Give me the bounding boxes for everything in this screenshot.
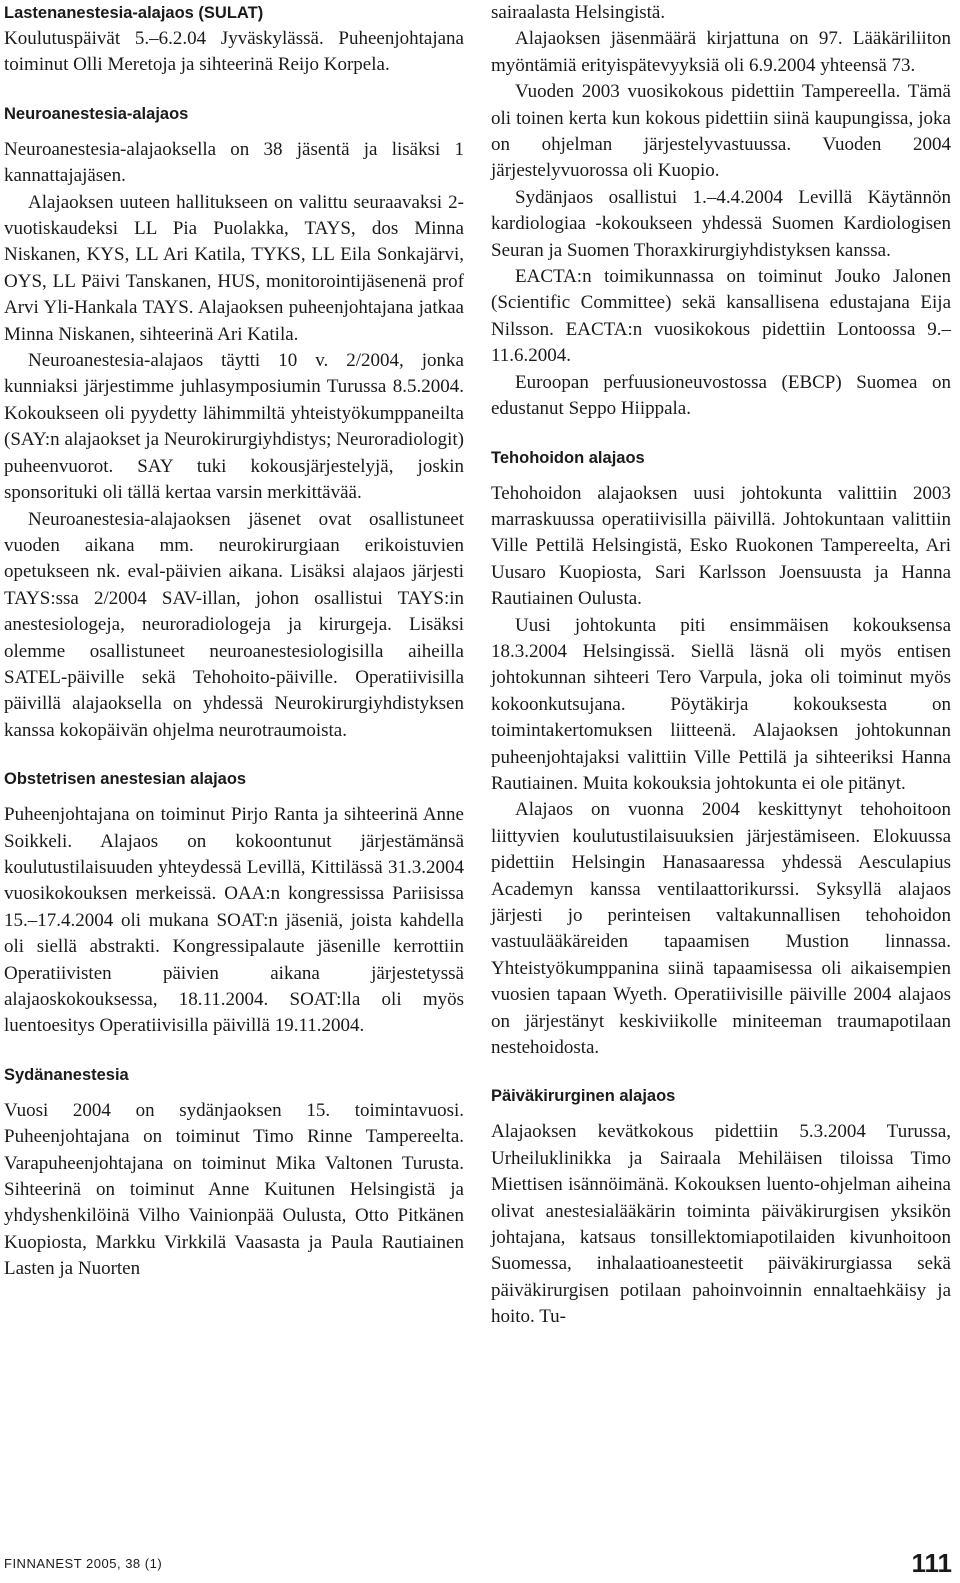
paragraph: Vuoden 2003 vuosikokous pidettiin Tampereella. Tämä oli toinen kerta kun kokous pidettiin siinä kaupungissa, joka on ohjelman järjestelyvastuussa. Vuoden 2004 järjestelyvuorossa oli Kuopio.	[491, 81, 951, 182]
section-heading-neuro: Neuroanestesia-alajaos	[4, 104, 189, 123]
paragraph: Vuosi 2004 on sydänjaoksen 15. toimintavuosi. Puheenjohtajana on toiminut Timo Rinne Tampereelta. Varapuheenjohtajana on toiminut Mika Valtonen Turusta. Sihteerinä on toiminut Anne Kuitunen Helsingistä ja yhdyshenkilöinä Vilho Vainionpää Oulusta, Otto Pitkänen Kuopiosta, Markku Virkkilä Vaasasta ja Paula Rautiainen Lasten ja Nuorten	[4, 1099, 464, 1280]
paragraph: Sydänjaos osallistui 1.–4.4.2004 Levillä Käytännön kardiologiaa -kokoukseen yhdessä Suomen Kardiologisen Seuran ja Suomen Thoraxkirurgiyhdistyksen kanssa.	[491, 186, 951, 261]
right-column	[491, 0, 951, 1331]
section-heading-sulat: Lastenanestesia-alajaos (SULAT)	[4, 4, 264, 22]
paragraph: Tehohoidon alajaoksen uusi johtokunta valittiin 2003 marraskuussa operatiivisilla päivillä. Johtokuntaan valittiin Ville Pettilä Helsingistä, Esko Ruokonen Tampereelta, Ari Uusaro Kuopiosta, Sari Karlsson Joensuusta ja Hanna Rautiainen Oulusta.	[491, 482, 951, 610]
section-heading-day-surgery: Päiväkirurginen alajaos	[491, 1087, 676, 1106]
section-heading-obstetric: Obstetrisen anestesian alajaos	[4, 770, 247, 789]
section-heading-icu: Tehohoidon alajaos	[491, 448, 645, 467]
page-footer	[4, 1548, 952, 1576]
paragraph: Euroopan perfuusioneuvostossa (EBCP) Suomea on edustanut Seppo Hiippala.	[491, 371, 951, 420]
paragraph: Alajaoksen uuteen hallitukseen on valittu seuraavaksi 2-vuotiskaudeksi LL Pia Puolakka, TAYS, dos Minna Niskanen, KYS, LL Ari Katila, TYKS, LL Eila Sonkajärvi, OYS, LL Päivi Tanskanen, HUS, monitorointijäsenenä prof Arvi Yli-Hankala TAYS. Alajaoksen puheenjohtajana jatkaa Minna Niskanen, sihteerinä Ari Katila.	[4, 191, 464, 345]
paragraph: Uusi johtokunta piti ensimmäisen kokouksensa 18.3.2004 Helsingissä. Siellä läsnä oli myös entisen johtokunnan sihteeri Tero Varpula, joka oli toiminut myös kokoonkutsujana. Pöytäkirja kokouksesta on toimintakertomuksen liitteenä. Alajaoksen johtokunnan puheenjohtajaksi valittiin Ville Pettilä ja sihteeriksi Hanna Rautiainen. Muita kokouksia johtokunta ei ole pitänyt.	[491, 614, 951, 794]
paragraph: Alajaos on vuonna 2004 keskittynyt tehohoitoon liittyvien koulutustilaisuuksien järjestämiseen. Elokuussa pidettiin Helsingin Hanasaaressa yhdessä Aesculapius Academyn kanssa ventilaattorikurssi. Syksyllä alajaos järjesti jo perinteisen valtakunnallisen tehohoidon vastuulääkäreiden tapaamisen Mustion linnassa. Yhteistyökumppanina siinä tapaamisessa oli aikaisempien vuosien tapaan Wyeth. Operatiivisille päiville 2004 alajaos on järjestänyt keskiviikolle miniteeman traumapotilaan nestehoidosta.	[491, 799, 951, 1059]
paragraph: Koulutuspäivät 5.–6.2.04 Jyväskylässä. Puheenjohtajana toiminut Olli Meretoja ja sihteerinä Reijo Korpela.	[4, 28, 464, 76]
paragraph: Puheenjohtajana on toiminut Pirjo Ranta ja sihteerinä Anne Soikkeli. Alajaos on kokoontunut järjestämänsä koulutustilaisuuden yhteydessä Levillä, Kittilässä 31.3.2004 vuosikokouksen merkeissä. OAA:n kongressissa Pariisissa 15.–17.4.2004 oli mukana SOAT:n jäseniä, joista kahdella oli siellä abstrakti. Kongressipalaute jäsenille kerrottiin Operatiivisten päivien aikana järjestetyssä alajaoskokouksessa, 18.11.2004. SOAT:lla oli myös luentoesitys Operatiivisilla päivillä 19.11.2004.	[4, 804, 464, 1037]
journal-citation: FINNANEST 2005, 38 (1)	[4, 1556, 163, 1571]
paragraph: Neuroanestesia-alajaoksen jäsenet ovat osallistuneet vuoden aikana mm. neurokirurgiaan erikoistuvien opetukseen nk. eval-päivien aikana. Lisäksi alajaos järjesti TAYS:ssa 2/2004 SAV-illan, johon osallistui TAYS:in anestesiologeja, neuroradiologeja ja kirurgeja. Lisäksi olemme osallistuneet neuroanestesiologisilla aiheilla SATEL-päiville sekä Tehohoito-päiville. Operatiivisilla päivillä alajaoksella on yhdessä Neurokirurgiyhdistyksen kanssa kokopäivän ohjelma neurotraumoista.	[4, 508, 464, 741]
paragraph: EACTA:n toimikunnassa on toiminut Jouko Jalonen (Scientific Committee) sekä kansallisena edustajana Eija Nilsson. EACTA:n vuosikokous pidettiin Lontoossa 9.–11.6.2004.	[491, 266, 951, 367]
paragraph: Alajaoksen jäsenmäärä kirjattuna on 97. Lääkäriliiton myöntämiä erityispätevyyksiä oli 6.9.2004 yhteensä 73.	[491, 28, 951, 76]
paragraph: Neuroanestesia-alajaos täytti 10 v. 2/2004, jonka kunniaksi järjestimme juhlasymposiumin Turussa 8.5.2004. Kokoukseen oli pyydetty lähimmiltä yhteistyökumppaneilta (SAY:n alajaokset ja Neurokirurgiyhdistys; Neuroradiologit) puheenvuorot. SAY tuki kokousjärjestelyjä, joskin sponsorituki oli tällä kertaa varsin merkittävää.	[4, 350, 464, 504]
paragraph: Alajaoksen kevätkokous pidettiin 5.3.2004 Turussa, Urheiluklinikka ja Sairaala Mehiläisen tiloissa Timo Miettisen isännöimänä. Kokouksen luento-ohjelman aiheina olivat anestesialääkärin toiminta päiväkirurgisen yksikön johtajana, katsaus tonsillektomiapotilaiden kivunhoitoon Suomessa, inhalaatioanesteetit päiväkirurgiassa sekä päiväkirurgisen potilaan pahoinvoinnin ennaltaehkäisy ja hoito. Tu-	[491, 1121, 951, 1328]
page-number: 111	[911, 1548, 952, 1578]
left-column	[4, 0, 464, 1283]
paragraph: sairaalasta Helsingistä.	[491, 2, 666, 23]
paragraph: Neuroanestesia-alajaoksella on 38 jäsentä ja lisäksi 1 kannattajajäsen.	[4, 138, 464, 187]
section-heading-cardiac: Sydänanestesia	[4, 1065, 129, 1084]
